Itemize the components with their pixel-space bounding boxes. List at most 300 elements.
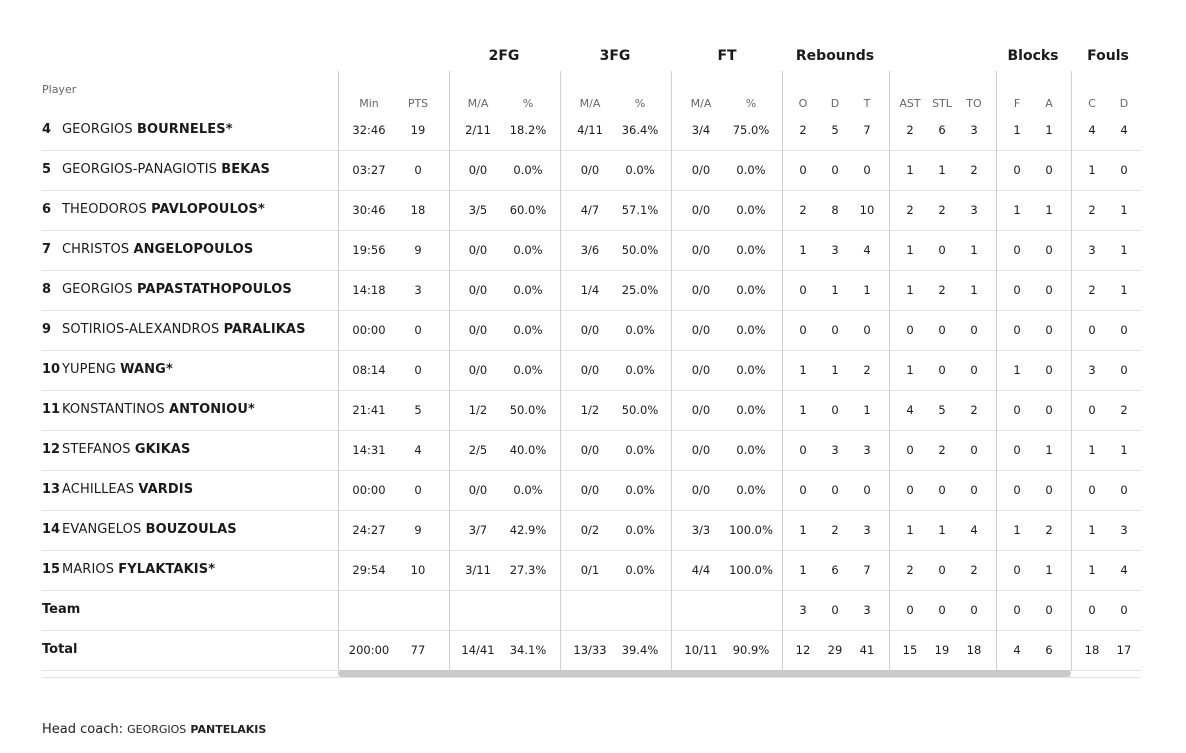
stat-cell: 10 xyxy=(859,203,875,217)
subheader-4: M/A xyxy=(579,97,601,110)
subheader-10: T xyxy=(863,97,871,110)
stat-cell: 4 xyxy=(863,243,871,257)
player-name[interactable] xyxy=(62,402,255,417)
stat-cell: 1 xyxy=(906,243,914,257)
stat-cell: 1 xyxy=(1013,523,1021,537)
stat-cell: 0 xyxy=(970,603,978,617)
stat-cell: 36.4% xyxy=(621,123,659,137)
table-bottom-divider xyxy=(42,677,1141,678)
stat-cell: 6 xyxy=(938,123,946,137)
stat-cell: 0.0% xyxy=(513,243,543,257)
player-first-name: GEORGIOS xyxy=(62,282,133,297)
stat-cell: 39.4% xyxy=(621,643,659,657)
stat-cell: 3 xyxy=(1088,243,1096,257)
stat-cell: 0 xyxy=(1013,163,1021,177)
stat-cell: 24:27 xyxy=(352,523,386,537)
stat-cell: 100.0% xyxy=(729,523,773,537)
stat-cell: 0 xyxy=(414,163,422,177)
subheader-1: PTS xyxy=(407,97,429,110)
stat-cell: 2 xyxy=(970,563,978,577)
stat-cell: 0.0% xyxy=(625,163,655,177)
starter-mark: * xyxy=(208,562,216,577)
stat-cell: 3/3 xyxy=(691,523,711,537)
stat-cell: 0 xyxy=(970,483,978,497)
stat-cell: 0.0% xyxy=(736,243,766,257)
stat-cell: 5 xyxy=(938,403,946,417)
stat-cell: 0.0% xyxy=(736,203,766,217)
stat-cell: 14/41 xyxy=(461,643,495,657)
stat-cell: 0.0% xyxy=(513,363,543,377)
stat-cell: 200:00 xyxy=(348,643,390,657)
player-row xyxy=(42,430,1141,471)
stat-cell: 08:14 xyxy=(352,363,386,377)
stat-cell: 1 xyxy=(1088,523,1096,537)
stat-cell: 2 xyxy=(799,203,807,217)
stat-cell: 0/0 xyxy=(468,483,488,497)
group-header-4: Blocks xyxy=(1007,48,1059,64)
stat-cell: 3 xyxy=(863,603,871,617)
stat-cell: 4 xyxy=(1088,123,1096,137)
player-name[interactable] xyxy=(62,522,237,537)
stat-cell: 1 xyxy=(799,523,807,537)
stat-cell: 0 xyxy=(1045,283,1053,297)
stat-cell: 0.0% xyxy=(625,483,655,497)
player-name[interactable] xyxy=(62,562,215,577)
stat-cell: 0/0 xyxy=(691,483,711,497)
stat-cell: 0/0 xyxy=(468,163,488,177)
player-last-name: BOUZOULAS xyxy=(145,522,237,537)
head-coach-label: Head coach: xyxy=(42,722,128,737)
player-last-name: FYLAKTAKIS xyxy=(118,562,209,577)
stat-cell: 0/0 xyxy=(580,483,600,497)
column-divider xyxy=(560,71,561,671)
stat-cell: 50.0% xyxy=(621,243,659,257)
player-last-name: WANG xyxy=(120,362,166,377)
stat-cell: 0 xyxy=(938,243,946,257)
stat-cell: 0/0 xyxy=(691,403,711,417)
stat-cell: 0.0% xyxy=(736,443,766,457)
stat-cell: 19 xyxy=(410,123,426,137)
player-name[interactable] xyxy=(62,362,173,377)
player-name[interactable] xyxy=(62,482,193,497)
player-last-name: VARDIS xyxy=(138,482,194,497)
player-last-name: ANTONIOU xyxy=(169,402,248,417)
stat-cell: 0 xyxy=(414,483,422,497)
subheader-13: TO xyxy=(966,97,982,110)
stat-cell: 0.0% xyxy=(736,163,766,177)
stat-cell: 1 xyxy=(1088,563,1096,577)
jersey-number: 14 xyxy=(42,522,61,537)
stat-cell: 29 xyxy=(827,643,843,657)
stat-cell: 0 xyxy=(831,483,839,497)
stat-cell: 0 xyxy=(970,323,978,337)
stat-cell: 3 xyxy=(414,283,422,297)
stat-cell: 57.1% xyxy=(621,203,659,217)
stat-cell: 75.0% xyxy=(732,123,770,137)
stat-cell: 4 xyxy=(906,403,914,417)
jersey-number: 6 xyxy=(42,202,52,217)
player-name[interactable] xyxy=(62,162,270,177)
head-coach-first-name: GEORGIOS xyxy=(127,723,187,736)
stat-cell: 0/0 xyxy=(468,283,488,297)
starter-mark: * xyxy=(257,202,265,217)
stat-cell: 0 xyxy=(938,323,946,337)
stat-cell: 3/4 xyxy=(691,123,711,137)
stat-cell: 0/0 xyxy=(468,323,488,337)
stat-cell: 3 xyxy=(799,603,807,617)
stat-cell: 25.0% xyxy=(621,283,659,297)
player-first-name: EVANGELOS xyxy=(62,522,142,537)
player-name[interactable] xyxy=(62,282,292,297)
stat-cell: 0 xyxy=(863,483,871,497)
stat-cell: 4 xyxy=(1013,643,1021,657)
stat-cell: 0 xyxy=(1013,603,1021,617)
stat-cell: 4/11 xyxy=(577,123,603,137)
stat-cell: 1 xyxy=(938,163,946,177)
stat-cell: 4 xyxy=(414,443,422,457)
stat-cell: 0 xyxy=(1120,163,1128,177)
stat-cell: 0/0 xyxy=(691,323,711,337)
jersey-number: 15 xyxy=(42,562,61,577)
stat-cell: 2 xyxy=(1045,523,1053,537)
stat-cell: 15 xyxy=(902,643,918,657)
player-first-name: SOTIRIOS-ALEXANDROS xyxy=(62,322,220,337)
stat-cell: 0 xyxy=(1120,483,1128,497)
group-header-3: Rebounds xyxy=(795,48,875,64)
stat-cell: 2 xyxy=(938,203,946,217)
stat-cell: 0 xyxy=(1045,163,1053,177)
stat-cell: 0 xyxy=(799,443,807,457)
stat-cell: 1 xyxy=(1013,363,1021,377)
stat-cell: 1/2 xyxy=(468,403,488,417)
stat-cell: 18 xyxy=(966,643,982,657)
stat-cell: 2 xyxy=(1088,283,1096,297)
total-row xyxy=(42,630,1141,671)
stat-cell: 0.0% xyxy=(513,323,543,337)
stat-cell: 1 xyxy=(1045,203,1053,217)
stat-cell: 18 xyxy=(410,203,426,217)
stat-cell: 0.0% xyxy=(625,523,655,537)
stat-cell: 0/0 xyxy=(691,243,711,257)
stat-cell: 2 xyxy=(906,203,914,217)
stat-cell: 3/7 xyxy=(468,523,488,537)
stat-cell: 00:00 xyxy=(352,483,386,497)
stat-cell: 2/5 xyxy=(468,443,488,457)
stat-cell: 1 xyxy=(970,243,978,257)
stat-cell: 1 xyxy=(1045,443,1053,457)
stat-cell: 14:18 xyxy=(352,283,386,297)
stat-cell: 3 xyxy=(863,443,871,457)
stat-cell: 0 xyxy=(1045,483,1053,497)
stat-cell: 2 xyxy=(1088,203,1096,217)
stat-cell: 0 xyxy=(906,603,914,617)
player-name[interactable] xyxy=(62,122,233,137)
stat-cell: 2 xyxy=(799,123,807,137)
subheader-15: A xyxy=(1045,97,1053,110)
subheader-14: F xyxy=(1013,97,1021,110)
stat-cell: 3 xyxy=(831,243,839,257)
stat-cell: 0 xyxy=(1045,603,1053,617)
stat-cell: 0 xyxy=(938,363,946,377)
stat-cell: 12 xyxy=(795,643,811,657)
column-divider xyxy=(338,71,339,671)
subheader-0: Min xyxy=(359,97,379,110)
stat-cell: 1 xyxy=(1120,443,1128,457)
stat-cell: 34.1% xyxy=(509,643,547,657)
stat-cell: 0.0% xyxy=(513,483,543,497)
column-divider xyxy=(782,71,783,671)
stat-cell: 0 xyxy=(863,323,871,337)
stat-cell: 0 xyxy=(906,443,914,457)
player-last-name: PAVLOPOULOS xyxy=(151,202,258,217)
stat-cell: 2 xyxy=(970,163,978,177)
starter-mark: * xyxy=(247,402,255,417)
stat-cell: 0.0% xyxy=(625,563,655,577)
stat-cell: 0 xyxy=(799,323,807,337)
stat-cell: 5 xyxy=(414,403,422,417)
stat-cell: 3/11 xyxy=(465,563,491,577)
player-name[interactable] xyxy=(62,442,191,457)
stat-cell: 0 xyxy=(906,483,914,497)
stat-cell: 0 xyxy=(1013,243,1021,257)
stat-cell: 17 xyxy=(1116,643,1132,657)
stat-cell: 1 xyxy=(1088,443,1096,457)
stat-cell: 0 xyxy=(1013,283,1021,297)
stat-cell: 0/0 xyxy=(580,163,600,177)
stat-cell: 0 xyxy=(831,323,839,337)
stat-cell: 0 xyxy=(831,603,839,617)
stat-cell: 1 xyxy=(1120,283,1128,297)
stat-cell: 0 xyxy=(831,163,839,177)
stat-cell: 0 xyxy=(906,323,914,337)
subheader-7: % xyxy=(745,97,757,110)
jersey-number: 8 xyxy=(42,282,52,297)
subheader-17: D xyxy=(1119,97,1129,110)
stat-cell: 0/0 xyxy=(468,243,488,257)
stat-cell: 50.0% xyxy=(509,403,547,417)
stat-cell: 0.0% xyxy=(625,323,655,337)
player-last-name: PARALIKAS xyxy=(223,322,306,337)
group-header-1: 3FG xyxy=(599,48,631,64)
stat-cell: 4 xyxy=(970,523,978,537)
player-row xyxy=(42,270,1141,311)
stat-cell: 1 xyxy=(906,283,914,297)
subheader-3: % xyxy=(522,97,534,110)
stat-cell: 2 xyxy=(831,523,839,537)
jersey-number: 13 xyxy=(42,482,61,497)
stat-cell: 0 xyxy=(970,443,978,457)
stat-cell: 0/0 xyxy=(691,363,711,377)
player-last-name: ANGELOPOULOS xyxy=(133,242,254,257)
stat-cell: 1/2 xyxy=(580,403,600,417)
stat-cell: 6 xyxy=(1045,643,1053,657)
group-header-0: 2FG xyxy=(488,48,520,64)
column-divider xyxy=(1071,71,1072,671)
stat-cell: 1 xyxy=(799,403,807,417)
stat-cell: 9 xyxy=(414,523,422,537)
player-row xyxy=(42,190,1141,231)
stat-cell: 27.3% xyxy=(509,563,547,577)
player-row xyxy=(42,350,1141,391)
stat-cell: 6 xyxy=(831,563,839,577)
stat-cell: 18 xyxy=(1084,643,1100,657)
player-first-name: KONSTANTINOS xyxy=(62,402,165,417)
subheader-2: M/A xyxy=(467,97,489,110)
stat-cell: 0/0 xyxy=(580,363,600,377)
stat-cell: 1 xyxy=(863,403,871,417)
player-first-name: GEORGIOS-PANAGIOTIS xyxy=(62,162,217,177)
stat-cell: 8 xyxy=(831,203,839,217)
player-name[interactable] xyxy=(62,202,265,217)
subheader-16: C xyxy=(1088,97,1096,110)
stat-cell: 0 xyxy=(863,163,871,177)
stat-cell: 0/0 xyxy=(691,203,711,217)
player-first-name: ACHILLEAS xyxy=(62,482,135,497)
stat-cell: 0 xyxy=(414,323,422,337)
stat-cell: 2 xyxy=(970,403,978,417)
stat-cell: 14:31 xyxy=(352,443,386,457)
stat-cell: 0 xyxy=(1045,403,1053,417)
stat-cell: 1 xyxy=(799,363,807,377)
stat-cell: 1 xyxy=(906,163,914,177)
stat-cell: 0/0 xyxy=(468,363,488,377)
player-row xyxy=(42,110,1141,151)
stat-cell: 1 xyxy=(906,523,914,537)
stat-cell: 0.0% xyxy=(736,363,766,377)
stat-cell: 41 xyxy=(859,643,875,657)
stat-cell: 4 xyxy=(1120,563,1128,577)
stat-cell: 40.0% xyxy=(509,443,547,457)
stat-cell: 90.9% xyxy=(732,643,770,657)
jersey-number: 4 xyxy=(42,122,52,137)
player-first-name: STEFANOS xyxy=(62,442,131,457)
stat-cell: 0 xyxy=(1045,363,1053,377)
stat-cell: 13/33 xyxy=(573,643,607,657)
player-first-name: THEODOROS xyxy=(62,202,147,217)
stat-cell: 0 xyxy=(799,483,807,497)
stat-cell: 0/1 xyxy=(580,563,600,577)
stat-cell: 0.0% xyxy=(736,483,766,497)
player-row xyxy=(42,550,1141,591)
stat-cell: 0 xyxy=(831,403,839,417)
subheader-6: M/A xyxy=(690,97,712,110)
stat-cell: 18.2% xyxy=(509,123,547,137)
stat-cell: 0 xyxy=(1013,403,1021,417)
stat-cell: 1 xyxy=(1088,163,1096,177)
stat-cell: 0 xyxy=(1088,603,1096,617)
stat-cell: 21:41 xyxy=(352,403,386,417)
column-divider xyxy=(889,71,890,671)
stat-cell: 1 xyxy=(799,243,807,257)
stat-cell: 1 xyxy=(906,363,914,377)
stat-cell: 1 xyxy=(1013,203,1021,217)
player-row xyxy=(42,230,1141,271)
stat-cell: 60.0% xyxy=(509,203,547,217)
stat-cell: 0/0 xyxy=(580,443,600,457)
jersey-number: 9 xyxy=(42,322,52,337)
stat-cell: 1 xyxy=(970,283,978,297)
starter-mark: * xyxy=(165,362,173,377)
player-first-name: GEORGIOS xyxy=(62,122,133,137)
player-last-name: GKIKAS xyxy=(134,442,191,457)
stat-cell: 19 xyxy=(934,643,950,657)
stat-cell: 3 xyxy=(831,443,839,457)
player-row xyxy=(42,310,1141,351)
stat-cell: 1 xyxy=(863,283,871,297)
stat-cell: 0.0% xyxy=(513,283,543,297)
team-row xyxy=(42,590,1141,631)
stat-cell: 2 xyxy=(863,363,871,377)
column-divider xyxy=(449,71,450,671)
subheader-12: STL xyxy=(932,97,952,110)
column-divider xyxy=(996,71,997,671)
stat-cell: 2 xyxy=(906,563,914,577)
group-header-2: FT xyxy=(717,48,737,64)
player-last-name: PAPASTATHOPOULOS xyxy=(136,282,292,297)
stat-cell: 0/0 xyxy=(691,443,711,457)
player-name[interactable] xyxy=(62,242,253,257)
stat-cell: 1 xyxy=(1120,203,1128,217)
stat-cell: 29:54 xyxy=(352,563,386,577)
stat-cell: 2 xyxy=(906,123,914,137)
subheader-8: O xyxy=(798,97,808,110)
stat-cell: 0.0% xyxy=(736,403,766,417)
stat-cell: 2 xyxy=(938,443,946,457)
subheader-9: D xyxy=(830,97,840,110)
column-divider xyxy=(671,71,672,671)
stat-cell: 3/5 xyxy=(468,203,488,217)
stat-cell: 0.0% xyxy=(736,323,766,337)
stat-cell: 3 xyxy=(1120,523,1128,537)
player-row xyxy=(42,150,1141,191)
jersey-number: 7 xyxy=(42,242,52,257)
stat-cell: 0 xyxy=(1013,323,1021,337)
stat-cell: 0 xyxy=(799,283,807,297)
stat-cell: 50.0% xyxy=(621,403,659,417)
player-row xyxy=(42,390,1141,431)
stat-cell: 0 xyxy=(1088,483,1096,497)
stat-cell: 0/0 xyxy=(580,323,600,337)
stat-cell: 3/6 xyxy=(580,243,600,257)
stat-cell: 1 xyxy=(831,283,839,297)
stat-cell: 100.0% xyxy=(729,563,773,577)
stat-cell: 3 xyxy=(863,523,871,537)
head-coach-last-name: PANTELAKIS xyxy=(190,723,267,736)
stat-cell: 0 xyxy=(414,363,422,377)
subheader-5: % xyxy=(634,97,646,110)
stat-cell: 32:46 xyxy=(352,123,386,137)
stat-cell: 1 xyxy=(799,563,807,577)
stat-cell: 0 xyxy=(1045,243,1053,257)
player-row xyxy=(42,470,1141,511)
stat-cell: 0/0 xyxy=(691,163,711,177)
total-row-label: Total xyxy=(42,642,78,657)
stat-cell: 10/11 xyxy=(684,643,718,657)
stat-cell: 42.9% xyxy=(509,523,547,537)
stat-cell: 0 xyxy=(1045,323,1053,337)
stat-cell: 3 xyxy=(1088,363,1096,377)
jersey-number: 5 xyxy=(42,162,52,177)
horizontal-scrollbar[interactable] xyxy=(338,670,1071,677)
stat-cell: 1 xyxy=(831,363,839,377)
player-first-name: MARIOS xyxy=(62,562,115,577)
stat-cell: 30:46 xyxy=(352,203,386,217)
stat-cell: 0 xyxy=(799,163,807,177)
player-name[interactable] xyxy=(62,322,306,337)
starter-mark: * xyxy=(225,122,233,137)
player-last-name: BEKAS xyxy=(221,162,271,177)
stat-cell: 3 xyxy=(970,203,978,217)
